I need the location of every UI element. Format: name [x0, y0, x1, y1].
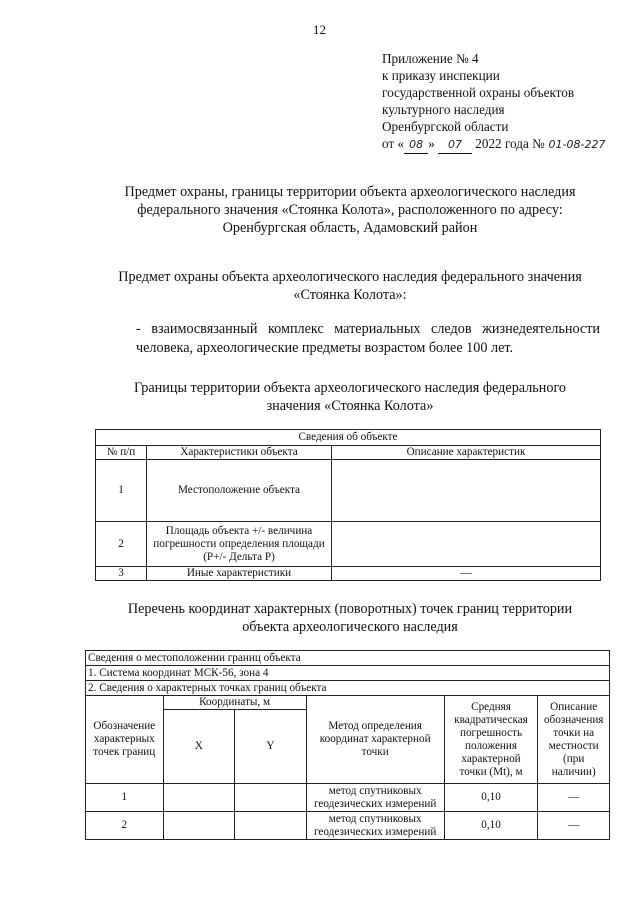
title-line: Предмет охраны, границы территории объекта археологического наследия [124, 184, 576, 200]
coords-heading [60, 600, 639, 636]
table-row [86, 784, 610, 812]
row-error: 0,10 [444, 812, 538, 840]
header-x: X [163, 710, 235, 784]
header-point: Обозначение характерных точек границ [86, 696, 164, 784]
coords-row-system: 1. Система координат МСК-56, зона 4 [86, 666, 610, 681]
handwritten-month: 07 [438, 136, 472, 154]
date-year: 2022 года № [475, 136, 545, 151]
row-point: 1 [86, 784, 164, 812]
document-title [60, 183, 639, 237]
coords-row-location: Сведения о местоположении границ объекта [86, 651, 610, 666]
row-num: 2 [96, 522, 147, 567]
header-y: Y [235, 710, 307, 784]
subject-heading [60, 268, 639, 304]
subject-text [80, 320, 600, 358]
appendix-line: Приложение № 4 [382, 51, 479, 66]
title-line: федерального значения «Стоянка Колота», расположенного по адресу: [137, 202, 563, 218]
row-desc: — [538, 812, 610, 840]
row-desc [332, 460, 601, 522]
heading-line: значения «Стоянка Колота» [266, 398, 434, 414]
row-y [235, 812, 307, 840]
borders-heading [60, 379, 639, 415]
table-row [86, 812, 610, 840]
coords-row-points: 2. Сведения о характерных точках границ объекта [86, 681, 610, 696]
header-method: Метод определения координат характерной точки [306, 696, 444, 784]
appendix-line: Оренбургской области [382, 119, 509, 134]
heading-line: объекта археологического наследия [242, 619, 458, 635]
row-point: 2 [86, 812, 164, 840]
header-error: Средняя квадратическая погрешность положения характерной точки (Mt), м [444, 696, 538, 784]
row-desc: — [538, 784, 610, 812]
subject-paragraph: - взаимосвязанный комплекс материальных следов жизнедеятельности человека, археологические предметы возрастом более 100 лет. [136, 321, 600, 356]
heading-line: Предмет охраны объекта археологического наследия федерального значения [118, 269, 582, 285]
row-name: Площадь объекта +/- величина погрешности определения площади (P+/- Дельта P) [147, 522, 332, 567]
table-row [96, 567, 601, 581]
heading-line: Перечень координат характерных (поворотных) точек границ территории [127, 601, 573, 617]
row-name: Иные характеристики [147, 567, 332, 581]
row-y [235, 784, 307, 812]
appendix-line: культурного наследия [382, 102, 505, 117]
handwritten-number: 01-08-227 [548, 138, 606, 151]
row-num: 3 [96, 567, 147, 581]
row-num: 1 [96, 460, 147, 522]
row-desc: — [332, 567, 601, 581]
row-desc [332, 522, 601, 567]
header-description: Описание характеристик [332, 446, 601, 460]
table-row [96, 522, 601, 567]
row-method: метод спутниковых геодезических измерений [306, 784, 444, 812]
page-number: 12 [313, 22, 326, 37]
object-table-caption: Сведения об объекте [96, 430, 601, 446]
row-error: 0,10 [444, 784, 538, 812]
heading-line: Границы территории объекта археологического наследия федерального [133, 380, 567, 396]
table-row [96, 460, 601, 522]
coords-table [85, 650, 610, 840]
header-coords: Координаты, м [163, 696, 306, 710]
appendix-block [382, 50, 632, 154]
heading-line: «Стоянка Колота»: [293, 287, 407, 303]
object-table [95, 429, 601, 581]
row-x [163, 812, 235, 840]
handwritten-day: 08 [404, 136, 428, 154]
row-name: Местоположение объекта [147, 460, 332, 522]
appendix-line: государственной охраны объектов [382, 85, 575, 100]
date-mid: » [428, 136, 435, 151]
row-x [163, 784, 235, 812]
header-characteristic: Характеристики объекта [147, 446, 332, 460]
date-prefix: от « [382, 136, 405, 151]
header-num: № п/п [96, 446, 147, 460]
row-method: метод спутниковых геодезических измерений [306, 812, 444, 840]
appendix-date [382, 135, 632, 154]
title-line: Оренбургская область, Адамовский район [222, 220, 478, 236]
appendix-line: к приказу инспекции [382, 68, 500, 83]
header-desc: Описание обозначения точки на местности (при наличии) [538, 696, 610, 784]
